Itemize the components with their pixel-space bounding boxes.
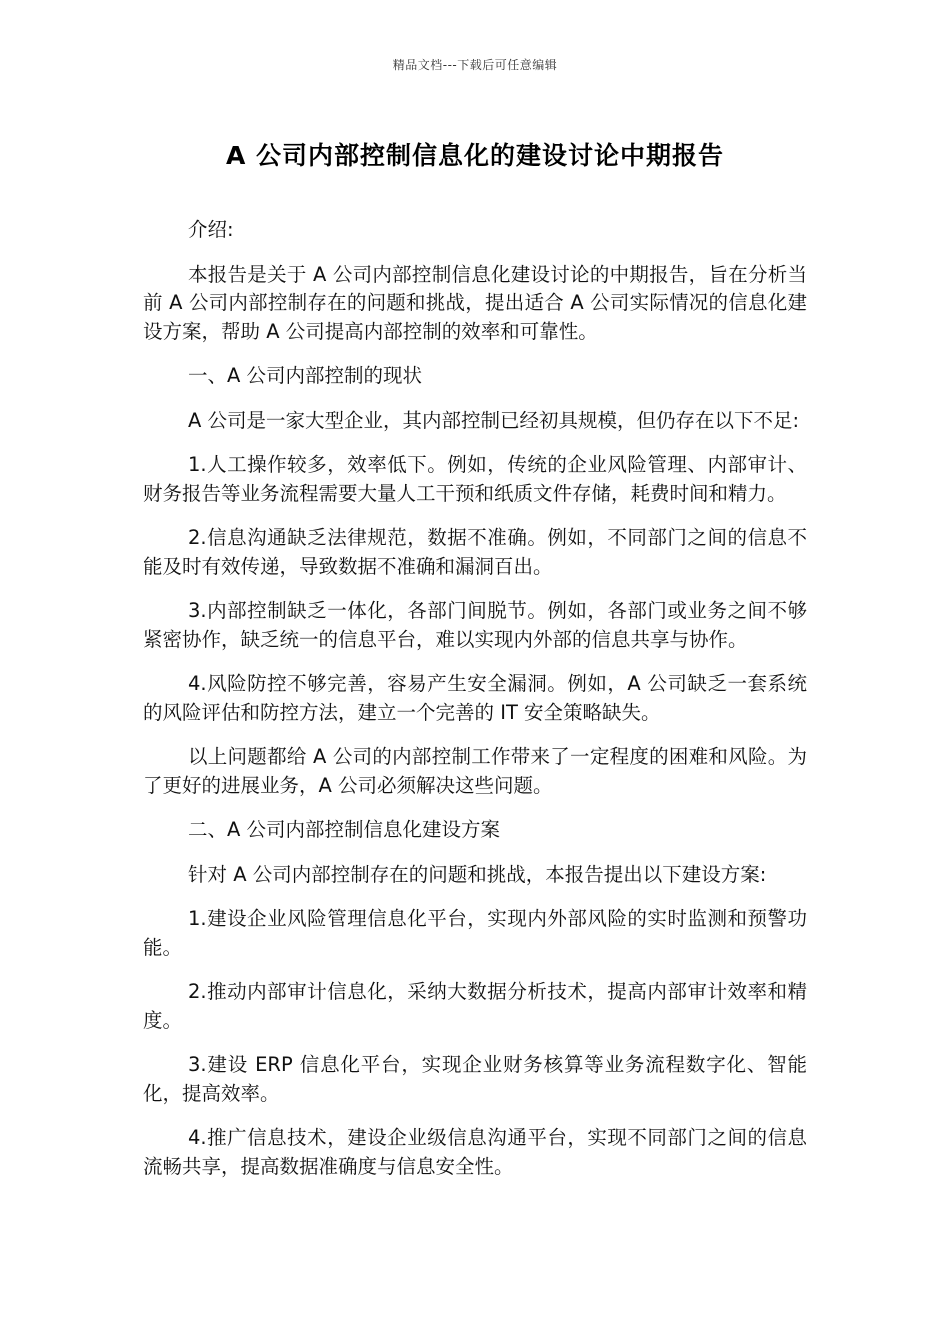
document-body: [143, 216, 807, 1197]
paragraph-plan-2: 2.推动内部审计信息化，采纳大数据分析技术，提高内部审计效率和精度。: [143, 980, 807, 1032]
paragraph-intro: 本报告是关于 A 公司内部控制信息化建设讨论的中期报告，旨在分析当前 A 公司内部控制存在的问题和挑战，提出适合 A 公司实际情况的信息化建设方案，帮助 A 公司提高内部控制的效率和可靠性。: [143, 262, 807, 343]
paragraph-issue-4: 4.风险防控不够完善，容易产生安全漏洞。例如，A 公司缺乏一套系统的风险评估和防控方法，建立一个完善的 IT 安全策略缺失。: [143, 672, 807, 724]
paragraph-intro-heading: 介绍:: [188, 218, 234, 241]
paragraph-issue-3: 3.内部控制缺乏一体化，各部门间脱节。例如，各部门或业务之间不够紧密协作，缺乏统一的信息平台，难以实现内外部的信息共享与协作。: [143, 599, 807, 651]
document-title: A 公司内部控制信息化的建设讨论中期报告: [225, 141, 725, 170]
paragraph-plan-4: 4.推广信息技术，建设企业级信息沟通平台，实现不同部门之间的信息流畅共享，提高数据准确度与信息安全性。: [143, 1126, 807, 1178]
paragraph-issue-1: 1.人工操作较多，效率低下。例如，传统的企业风险管理、内部审计、财务报告等业务流程需要大量人工干预和纸质文件存储，耗费时间和精力。: [143, 453, 807, 505]
paragraph-plan-3: 3.建设 ERP 信息化平台，实现企业财务核算等业务流程数字化、智能化，提高效率。: [143, 1053, 807, 1105]
paragraph-status-summary: A 公司是一家大型企业，其内部控制已经初具规模，但仍存在以下不足:: [188, 408, 800, 432]
paragraph-issue-2: 2.信息沟通缺乏法律规范，数据不准确。例如，不同部门之间的信息不能及时有效传递，导致数据不准确和漏洞百出。: [143, 526, 807, 578]
paragraph-issues-conclusion: 以上问题都给 A 公司的内部控制工作带来了一定程度的困难和风险。为了更好的进展业务，A 公司必须解决这些问题。: [143, 745, 807, 797]
header-note: 精品文档---下载后可任意编辑: [392, 58, 558, 72]
paragraph-plan-intro: 针对 A 公司内部控制存在的问题和挑战，本报告提出以下建设方案:: [188, 862, 767, 886]
section-heading-status: 一、A 公司内部控制的现状: [188, 364, 423, 387]
section-heading-plan: 二、A 公司内部控制信息化建设方案: [188, 818, 501, 841]
paragraph-plan-1: 1.建设企业风险管理信息化平台，实现内外部风险的实时监测和预警功能。: [143, 907, 807, 959]
